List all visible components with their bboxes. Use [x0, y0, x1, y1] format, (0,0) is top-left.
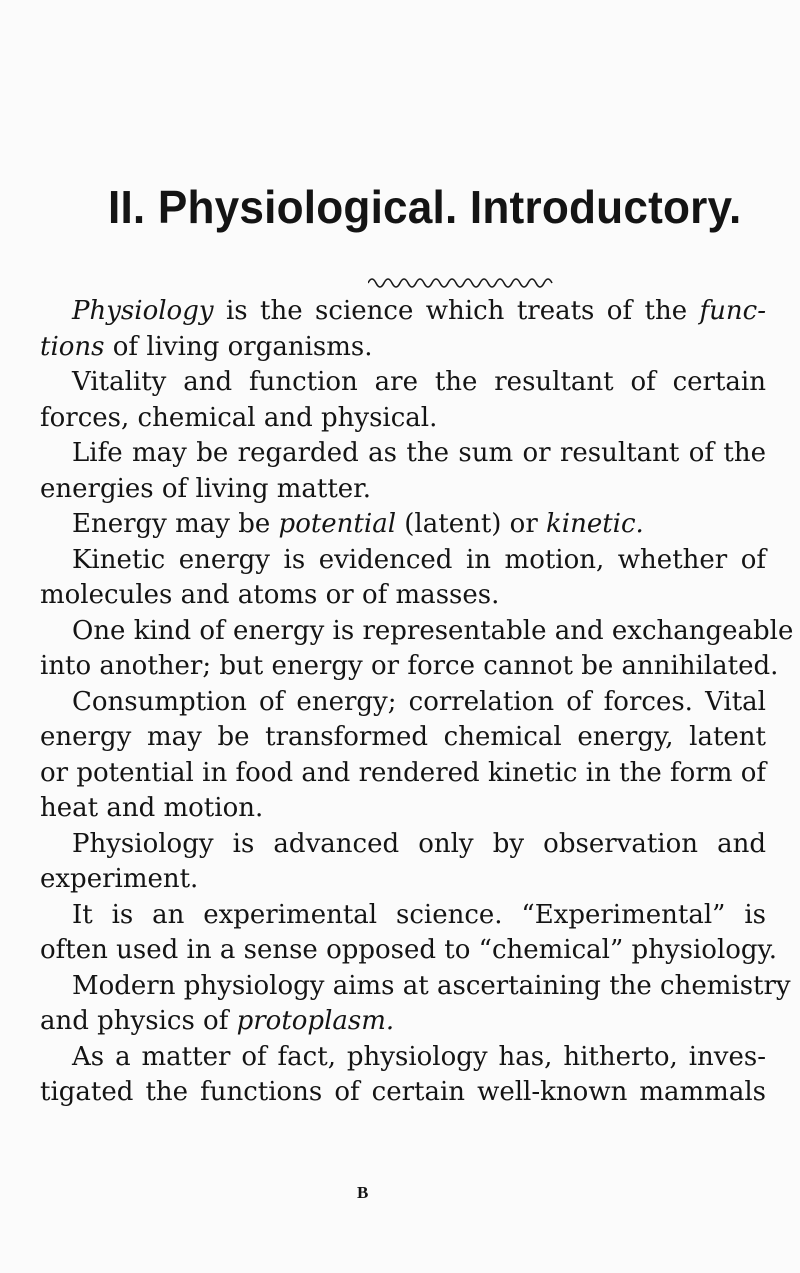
text-line — [40, 365, 766, 401]
text-run: into another; but energy or force cannot be annihilated. — [40, 651, 779, 681]
text-line — [40, 720, 766, 756]
text-line — [40, 791, 766, 827]
text-run: often used in a sense opposed to “chemical” physiology. — [40, 935, 778, 965]
italic-term: protoplasm. — [236, 1006, 395, 1036]
text-line — [40, 1004, 766, 1040]
paragraph — [40, 827, 766, 898]
paragraph — [40, 1040, 766, 1111]
text-line — [40, 898, 766, 934]
text-run: Kinetic energy is evidenced in motion, whether of — [72, 544, 766, 575]
text-line — [40, 1075, 766, 1111]
paragraph — [40, 969, 791, 1040]
text-line — [40, 330, 766, 366]
text-line — [40, 862, 766, 898]
paragraph — [40, 614, 794, 685]
text-run: of living organisms. — [104, 331, 373, 362]
text-run: It is an experimental science. “Experimental” is — [72, 899, 766, 930]
text-line — [40, 614, 794, 650]
text-run: Life may be regarded as the sum or resultant of the — [72, 438, 766, 468]
paragraph — [40, 898, 778, 969]
paragraph — [40, 436, 766, 507]
text-run: is the science which treats of the — [213, 296, 700, 326]
text-line — [40, 827, 766, 863]
italic-term: tions — [40, 331, 105, 362]
text-run: Energy may be — [72, 509, 279, 539]
text-line — [40, 756, 766, 792]
text-line — [40, 933, 778, 969]
text-run: and physics of — [40, 1006, 237, 1036]
text-line — [40, 472, 766, 508]
text-run: heat and motion. — [40, 793, 264, 823]
chapter-heading: II. Physiological. Introductory. — [108, 181, 742, 233]
text-run: One kind of energy is representable and exchangeable — [72, 615, 794, 646]
text-run: molecules and atoms or of masses. — [40, 580, 500, 610]
text-line — [40, 685, 766, 721]
text-line — [40, 649, 779, 685]
italic-term: kinetic. — [546, 509, 644, 539]
text-line — [40, 1040, 766, 1076]
paragraph — [40, 543, 766, 614]
text-line — [40, 543, 766, 579]
italic-term: func- — [699, 296, 766, 326]
paragraph — [40, 365, 766, 436]
text-run: forces, chemical and physical. — [40, 402, 438, 433]
paragraph — [40, 507, 766, 543]
text-run: Vitality and function are the resultant of certain — [72, 367, 766, 397]
body-text — [40, 294, 794, 1111]
text-run: experiment. — [40, 864, 199, 894]
italic-term: potential — [278, 509, 397, 539]
signature-mark: B — [357, 1183, 369, 1202]
italic-term: Physiology — [72, 296, 214, 326]
text-run: (latent) or — [396, 509, 547, 539]
text-line — [40, 578, 766, 614]
text-line — [40, 401, 766, 437]
text-run: Physiology is advanced only by observation and — [72, 828, 766, 859]
text-run: Modern physiology aims at ascertaining the chemistry — [72, 970, 791, 1001]
wavy-rule-ornament — [368, 272, 556, 288]
text-run: As a matter of fact, physiology has, hitherto, inves- — [72, 1041, 766, 1072]
text-line — [40, 436, 766, 472]
text-line — [40, 969, 791, 1005]
paragraph — [40, 294, 766, 365]
text-run: Consumption of energy; correlation of forces. Vital — [72, 686, 766, 717]
text-line — [40, 507, 766, 543]
text-run: or potential in food and rendered kinetic in the form of — [40, 757, 766, 788]
text-run: energy may be transformed chemical energy, latent — [40, 722, 766, 752]
text-run: energies of living matter. — [40, 473, 372, 504]
paragraph — [40, 685, 766, 827]
text-run: tigated the functions of certain well-known mammals — [40, 1077, 766, 1107]
text-line — [40, 294, 766, 330]
